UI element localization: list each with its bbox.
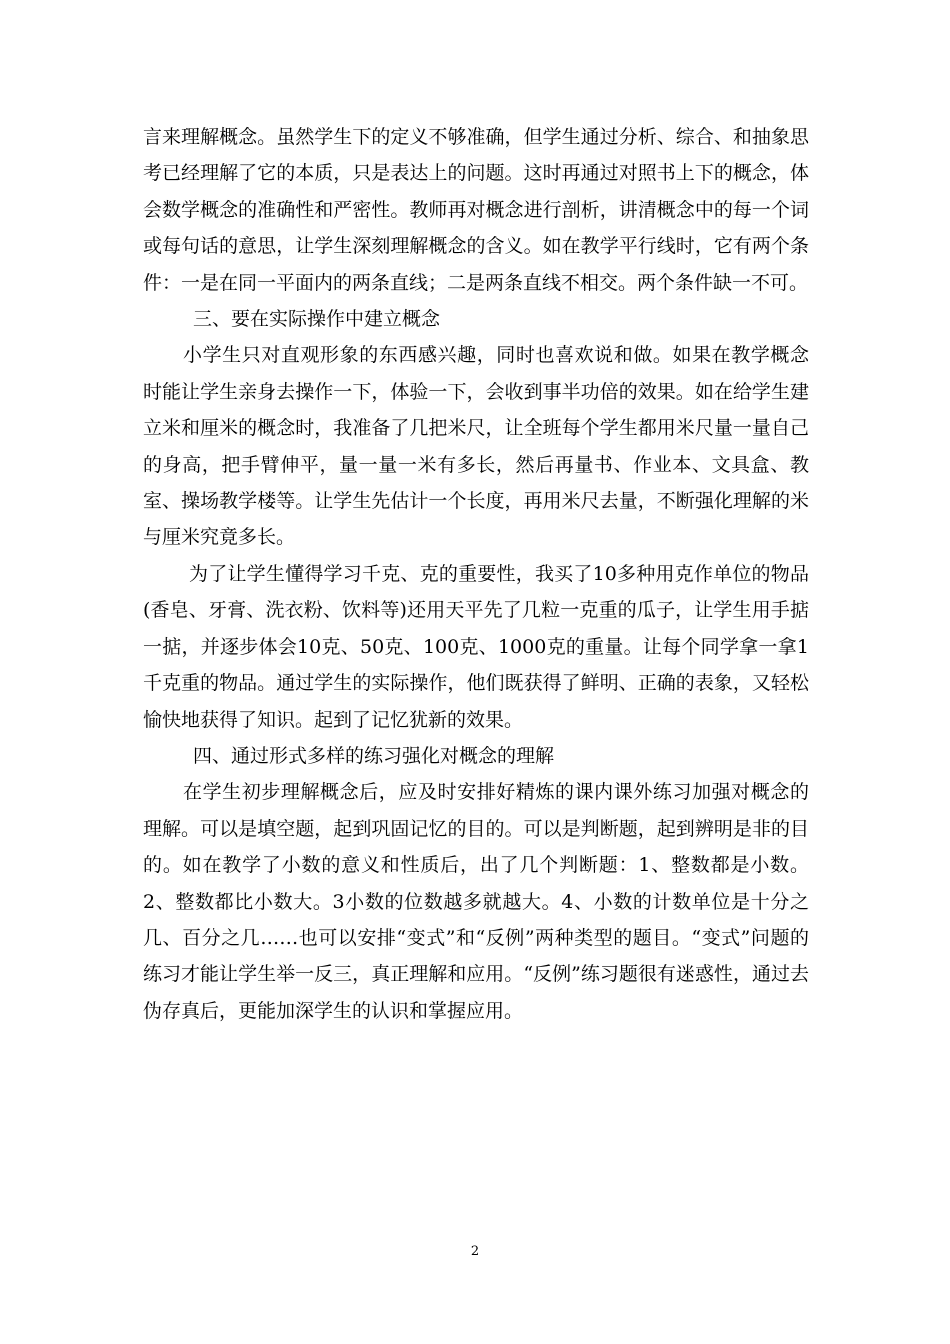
paragraph-weight: 为了让学生懂得学习千克、克的重要性，我买了10多种用克作单位的物品(香皂、牙膏、洗衣粉、饮料等)还用天平先了几粒一克重的瓜子，让学生用手掂一掂，并逐步体会10克、50克、100克、1000克的重量。让每个同学拿一拿1千克重的物品。通过学生的实际操作，他们既获得了鲜明、正确的表象，又轻松愉快地获得了知识。起到了记忆犹新的效果。 [143, 562, 809, 731]
paragraph-continuation: 言来理解概念。虽然学生下的定义不够准确，但学生通过分析、综合、和抽象思考已经理解了它的本质，只是表达上的问题。这时再通过对照书上下的概念，体会数学概念的准确性和严密性。教师再对概念进行剖析，讲清概念中的每一个词或每句话的意思，让学生深刻理解概念的含义。如在教学平行线时，它有两个条件：一是在同一平面内的两条直线；二是两条直线不相交。两个条件缺一不可。 [143, 126, 809, 294]
paragraph-operation: 小学生只对直观形象的东西感兴趣，同时也喜欢说和做。如果在教学概念时能让学生亲身去操作一下，体验一下，会收到事半功倍的效果。如在给学生建立米和厘米的概念时，我准备了几把米尺，让全班每个学生都用米尺量一量自己的身高，把手臂伸平，量一量一米有多长，然后再量书、作业本、文具盒、教室、操场教学楼等。让学生先估计一个长度，再用米尺去量，不断强化理解的米与厘米究竟多长。 [143, 344, 809, 549]
section-heading-four: 四、通过形式多样的练习强化对概念的理解 [193, 744, 555, 767]
paragraph-practice: 在学生初步理解概念后，应及时安排好精炼的课内课外练习加强对概念的理解。可以是填空题，起到巩固记忆的目的。可以是判断题，起到辨明是非的目的。如在教学了小数的意义和性质后，出了几个判断题：1、整数都是小数。2、整数都比小数大。3小数的位数越多就越大。4、小数的计数单位是十分之几、百分之几……也可以安排“变式”和“反例”两种类型的题目。“变式”问题的练习才能让学生举一反三，真正理解和应用。“反例”练习题很有迷惑性，通过去伪存真后，更能加深学生的认识和掌握应用。 [143, 781, 809, 1022]
section-heading-three: 三、要在实际操作中建立概念 [193, 308, 441, 331]
page-body [143, 119, 809, 1029]
page-number: 2 [470, 1244, 480, 1259]
